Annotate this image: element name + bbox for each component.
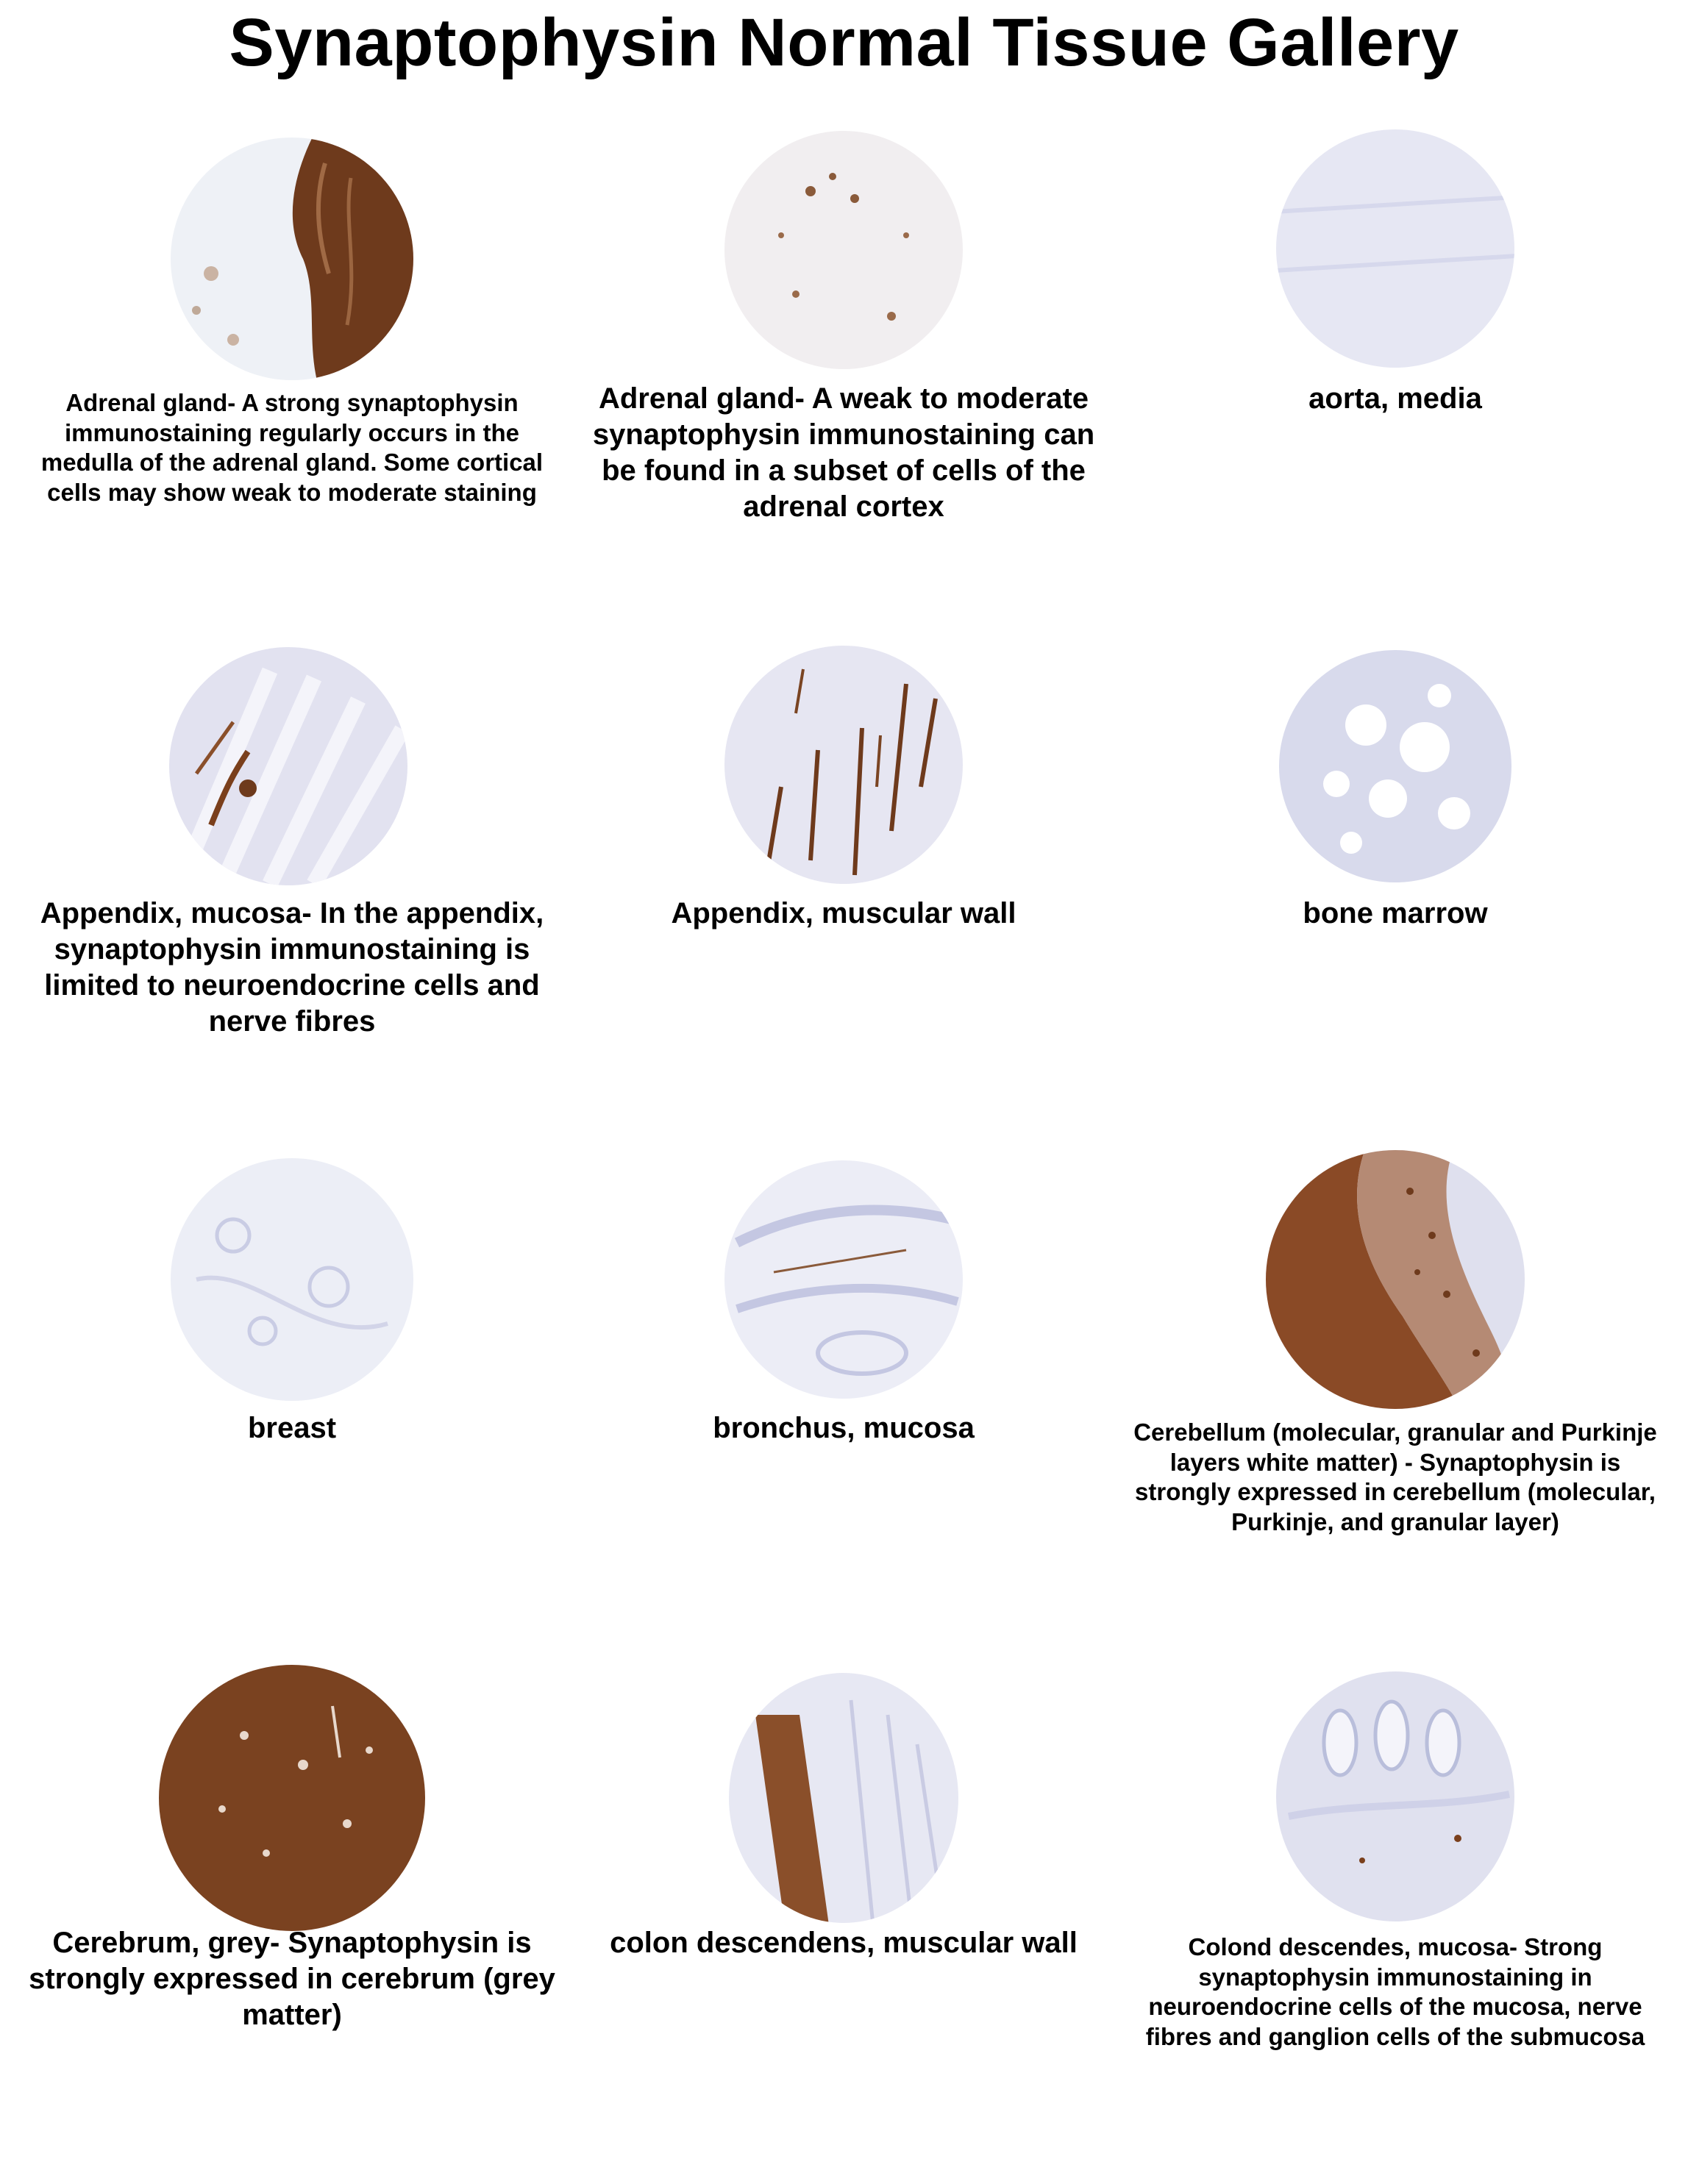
tissue-core-bone-marrow-icon: [1278, 644, 1513, 888]
tile-caption: Appendix, mucosa- In the appendix, synaptophysin immunostaining is limited to neuroendocrine cells and nerve fibres: [40, 897, 544, 1038]
tile-caption: colon descendens, muscular wall: [610, 1927, 1078, 1959]
tissue-core-breast-icon: [167, 1155, 417, 1405]
tissue-core-aorta-icon: [1274, 124, 1517, 374]
tissue-core-colon-muscle-icon: [726, 1671, 961, 1925]
tissue-core-appendix-mucosa-icon: [167, 641, 417, 891]
tile-caption: Adrenal gland- A weak to moderate synaptophysin immunostaining can be found in a subset of cells of the adrenal cortex: [592, 382, 1095, 523]
tissue-core-appendix-muscle-icon: [722, 640, 965, 890]
tissue-core-adrenal-cortex-icon: [722, 125, 965, 375]
tile-caption: bone marrow: [1303, 897, 1488, 929]
tile-caption: bronchus, mucosa: [713, 1412, 975, 1444]
tissue-core-adrenal-medulla-icon: [167, 134, 417, 384]
tile-caption: breast: [247, 1412, 337, 1444]
tile-caption: Appendix, muscular wall: [671, 897, 1016, 929]
tissue-core-cerebellum-icon: [1263, 1147, 1528, 1412]
tissue-core-colon-mucosa-icon: [1274, 1669, 1517, 1924]
tile-caption: Adrenal gland- A strong synaptophysin immunostaining regularly occurs in the medulla of the adrenal gland. Some cortical cells may show weak to moderate staining: [40, 389, 544, 506]
tile-caption: Cerebellum (molecular, granular and Purkinje layers white matter) - Synaptophysin is strongly expressed in cerebellum (molecular, Purkinje, and granular layer): [1133, 1418, 1657, 1535]
page-title: Synaptophysin Normal Tissue Gallery: [229, 5, 1459, 80]
tissue-core-cerebrum-icon: [156, 1662, 428, 1934]
tissue-core-bronchus-icon: [722, 1155, 965, 1405]
tile-caption: Colond descendes, mucosa- Strong synaptophysin immunostaining in neuroendocrine cells of the mucosa, nerve fibres and ganglion cells of the submucosa: [1145, 1933, 1645, 2050]
tile-caption: aorta, media: [1308, 382, 1482, 415]
tile-caption: Cerebrum, grey- Synaptophysin is strongly expressed in cerebrum (grey matter): [29, 1927, 555, 2031]
